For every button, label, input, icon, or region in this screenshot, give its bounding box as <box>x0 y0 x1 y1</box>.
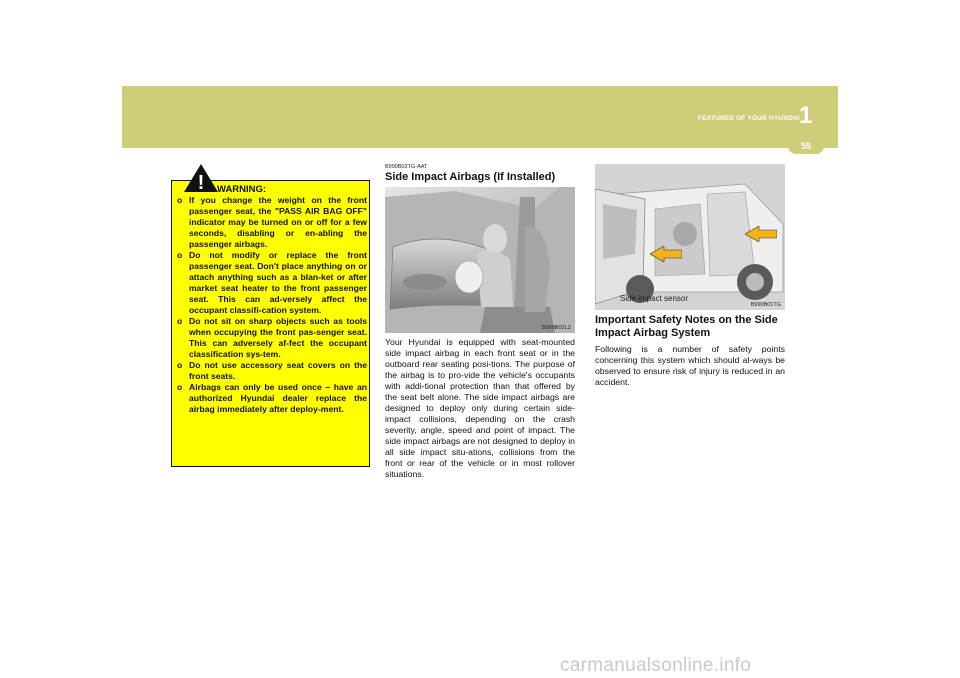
watermark: carmanualsonline.info <box>560 655 752 676</box>
bullet: o <box>177 250 183 260</box>
warning-item-text: Do not use accessory seat covers on the front seats. <box>189 360 367 381</box>
warning-triangle-icon <box>183 163 219 193</box>
warning-list <box>174 195 367 415</box>
section-body: Following is a number of safety points concerning this system which should al-ways be observed to ensure risk of injury is reduced in an accident. <box>595 344 785 387</box>
warning-item-text: Do not modify or replace the front passenger seat. Don't place anything on or attach anything such as a blan-ket or after market seat heater to the front passenger seat. This can ad-versely affect the occupant classifi-cation system. <box>189 250 367 315</box>
warning-item-text: Airbags can only be used once – have an authorized Hyundai dealer replace the airbag immediately after deploy-ment. <box>189 382 367 414</box>
page-number: 55 <box>788 138 824 154</box>
warning-exclamation: ! <box>197 172 205 193</box>
warning-item-text: If you change the weight on the front passenger seat, the "PASS AIR BAG OFF" indicator may be turned on or off for a few seconds, disabling or en-abling the passenger airbags. <box>189 195 367 249</box>
warning-item <box>174 316 367 360</box>
warning-item <box>174 382 367 415</box>
section-title: Important Safety Notes on the Side Impact Airbag System <box>595 314 778 339</box>
warning-item <box>174 195 367 250</box>
chapter-title: FEATURES OF YOUR HYUNDAI <box>697 115 800 122</box>
figure-code: B990B01TG <box>750 302 781 308</box>
side-sensor-figure <box>595 164 785 310</box>
sensor-arrow-icon <box>745 226 777 242</box>
section-code: B990B02TG-AAT <box>385 164 428 170</box>
figure-caption: Side impact sensor <box>620 294 689 303</box>
side-airbag-illustration <box>385 187 575 333</box>
sensor-arrow-icon <box>650 246 682 262</box>
side-airbag-figure <box>385 187 575 333</box>
warning-item <box>174 250 367 316</box>
bullet: o <box>177 316 183 326</box>
bullet: o <box>177 360 183 370</box>
bullet: o <box>177 382 183 392</box>
figure-code: B990B02LZ <box>541 325 571 331</box>
warning-item <box>174 360 367 382</box>
chapter-number: 1 <box>799 102 813 129</box>
section-title: Side Impact Airbags (If Installed) <box>385 171 556 183</box>
warning-item-text: Do not sit on sharp objects such as tools when occupying the front pas-senger seat. This can adversely af-fect the occupant classification sys-tem. <box>189 316 367 359</box>
bullet: o <box>177 195 183 205</box>
section-body: Your Hyundai is equipped with seat-mounted side impact airbag in each front seat or in the outboard rear seating posi-tions. The purpose of the airbag is to pro-vide the vehicle's occupants with addi-tional protection than that offered by the seat belt alone. The side impact airbags are designed to deploy only during certain side-impact collisions, depending on the crash severity, angle, speed and point of impact. The side impact airbags are not designed to deploy in all side impact situ-ations, collisions from the front or rear of the vehicle or in most rollover situations. <box>385 337 575 479</box>
warning-title: WARNING: <box>217 184 267 195</box>
